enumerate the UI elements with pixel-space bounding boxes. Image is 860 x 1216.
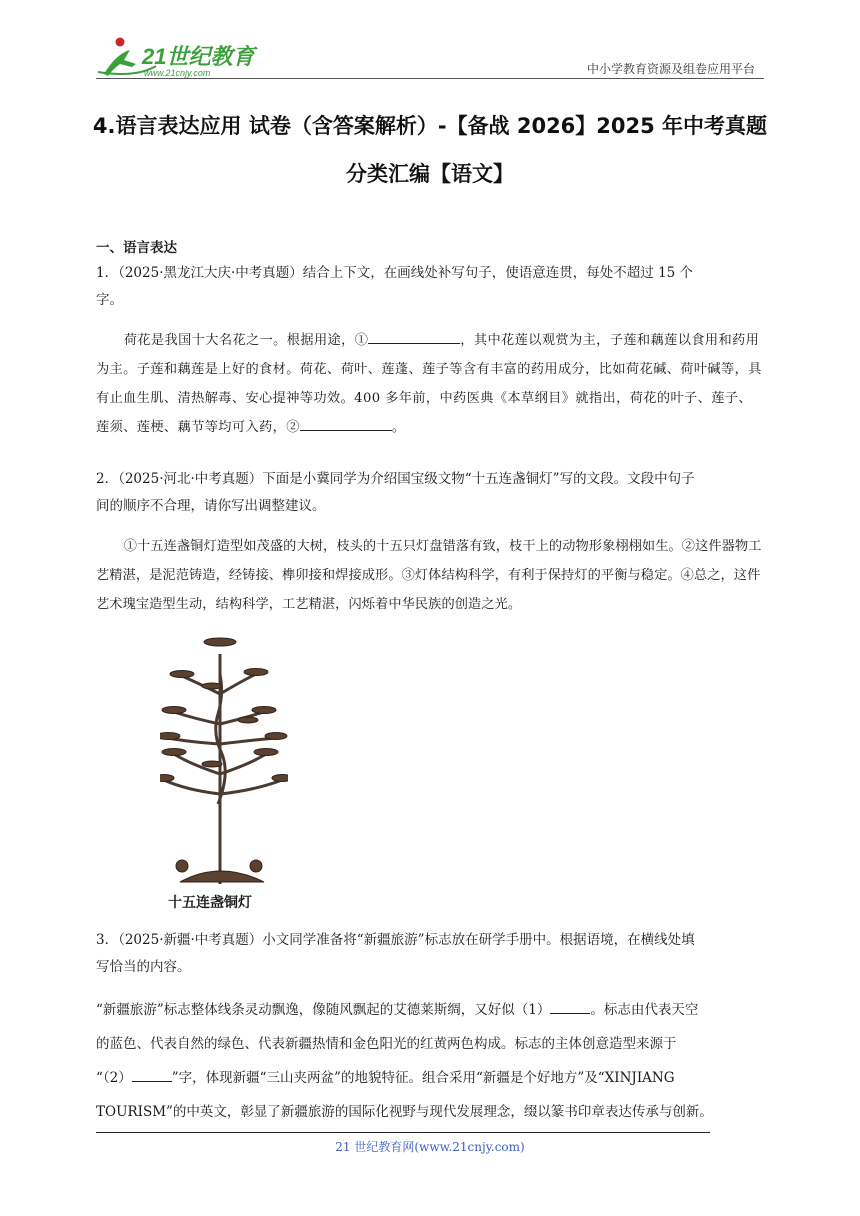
q1-blank-1[interactable] (368, 328, 460, 344)
q3-line-1-a: “新疆旅游”标志整体线条灵动飘逸，像随风飘起的艾德莱斯绸，又好似（1） (96, 1002, 551, 1018)
footer-link[interactable]: 21 世纪教育网(www.21cnjy.com) (335, 1140, 525, 1154)
question-1-passage (96, 326, 764, 442)
question-1-stem (96, 260, 764, 314)
q3-stem-line-2: 写恰当的内容。 (96, 959, 191, 975)
title-line-2: 分类汇编【语文】 (346, 162, 514, 186)
q3-line-3-a: “（2） (96, 1070, 132, 1086)
q3-blank-1[interactable] (550, 998, 590, 1014)
q1-passage-part-c: 。 (391, 420, 406, 435)
bronze-lamp-image (160, 634, 288, 894)
question-3-stem (96, 927, 764, 981)
q2-stem-line-1: 2．（2025·河北·中考真题）下面是小冀同学为介绍国宝级文物“十五连盏铜灯”写的文段。文段中句子 (96, 471, 695, 487)
footer-divider (96, 1132, 710, 1133)
q3-line-3-b: ”字，体现新疆“三山夹两盆”的地貌特征。组合采用“新疆是个好地方”及“XINJIANG (171, 1070, 675, 1086)
question-2-stem (96, 466, 764, 520)
q1-passage-part-a: 荷花是我国十大名花之一。根据用途，① (123, 333, 369, 348)
q1-passage-part-b: ，其中花莲以观赏为主，子莲和藕莲以食用和药用为主。子莲和藕莲是上好的食材。荷花、荷叶、莲蓬、莲子等含有丰富的药用成分，比如荷花碱、荷叶碱等，具有止血生肌、清热解毒、安心提神等功效。400 多年前，中药医典《本草纲目》就指出，荷花的叶子、莲子、莲须、莲梗、藕节等均可入药，② (96, 333, 762, 435)
platform-label: 中小学教育资源及组卷应用平台 (586, 62, 755, 76)
q1-blank-2[interactable] (300, 415, 392, 431)
q3-stem-line-1: 3．（2025·新疆·中考真题）小文同学准备将“新疆旅游”标志放在研学手册中。根据语境，在横线处填 (96, 932, 695, 948)
q3-line-1-b: 。标志由代表天空 (590, 1002, 699, 1018)
question-2-passage: ①十五连盏铜灯造型如茂盛的大树，枝头的十五只灯盘错落有致，枝干上的动物形象栩栩如生。②这件器物工艺精湛，是泥范铸造，经铸接、榫卯接和焊接成形。③灯体结构科学，有利于保持灯的平衡与稳定。④总之，这件艺术瑰宝造型生动，结构科学，工艺精湛，闪烁着中华民族的创造之光。 (96, 539, 762, 612)
q3-line-2: 的蓝色、代表自然的绿色、代表新疆热情和金色阳光的红黄两色构成。标志的主体创意造型来源于 (96, 1036, 677, 1052)
q1-stem-line-2: 字。 (96, 292, 123, 308)
bronze-lamp-icon (160, 634, 288, 894)
title-line-1: 4.语言表达应用 试卷（含答案解析）-【备战 2026】2025 年中考真题 (92, 114, 768, 138)
q2-stem-line-2: 间的顺序不合理，请你写出调整建议。 (96, 498, 326, 514)
q1-stem-line-1: 1．（2025·黑龙江大庆·中考真题）结合上下文，在画线处补写句子，使语意连贯，每处不超过 15 个 (96, 265, 694, 281)
page-title (90, 102, 770, 198)
q3-line-4: TOURISM”的中英文，彰显了新疆旅游的国际化视野与现代发展理念，缀以篆书印章表达传承与创新。 (96, 1104, 713, 1120)
q3-blank-2[interactable] (132, 1066, 172, 1082)
section-heading: 一、语言表达 (96, 240, 177, 256)
runner-logo-icon (96, 34, 266, 80)
logo-url: www.21cnjy.com (144, 68, 211, 78)
header-divider (96, 78, 764, 79)
lamp-caption: 十五连盏铜灯 (168, 895, 252, 911)
question-3-passage (96, 993, 764, 1129)
site-logo (96, 34, 266, 80)
logo-text: 21世纪教育 (142, 44, 255, 69)
